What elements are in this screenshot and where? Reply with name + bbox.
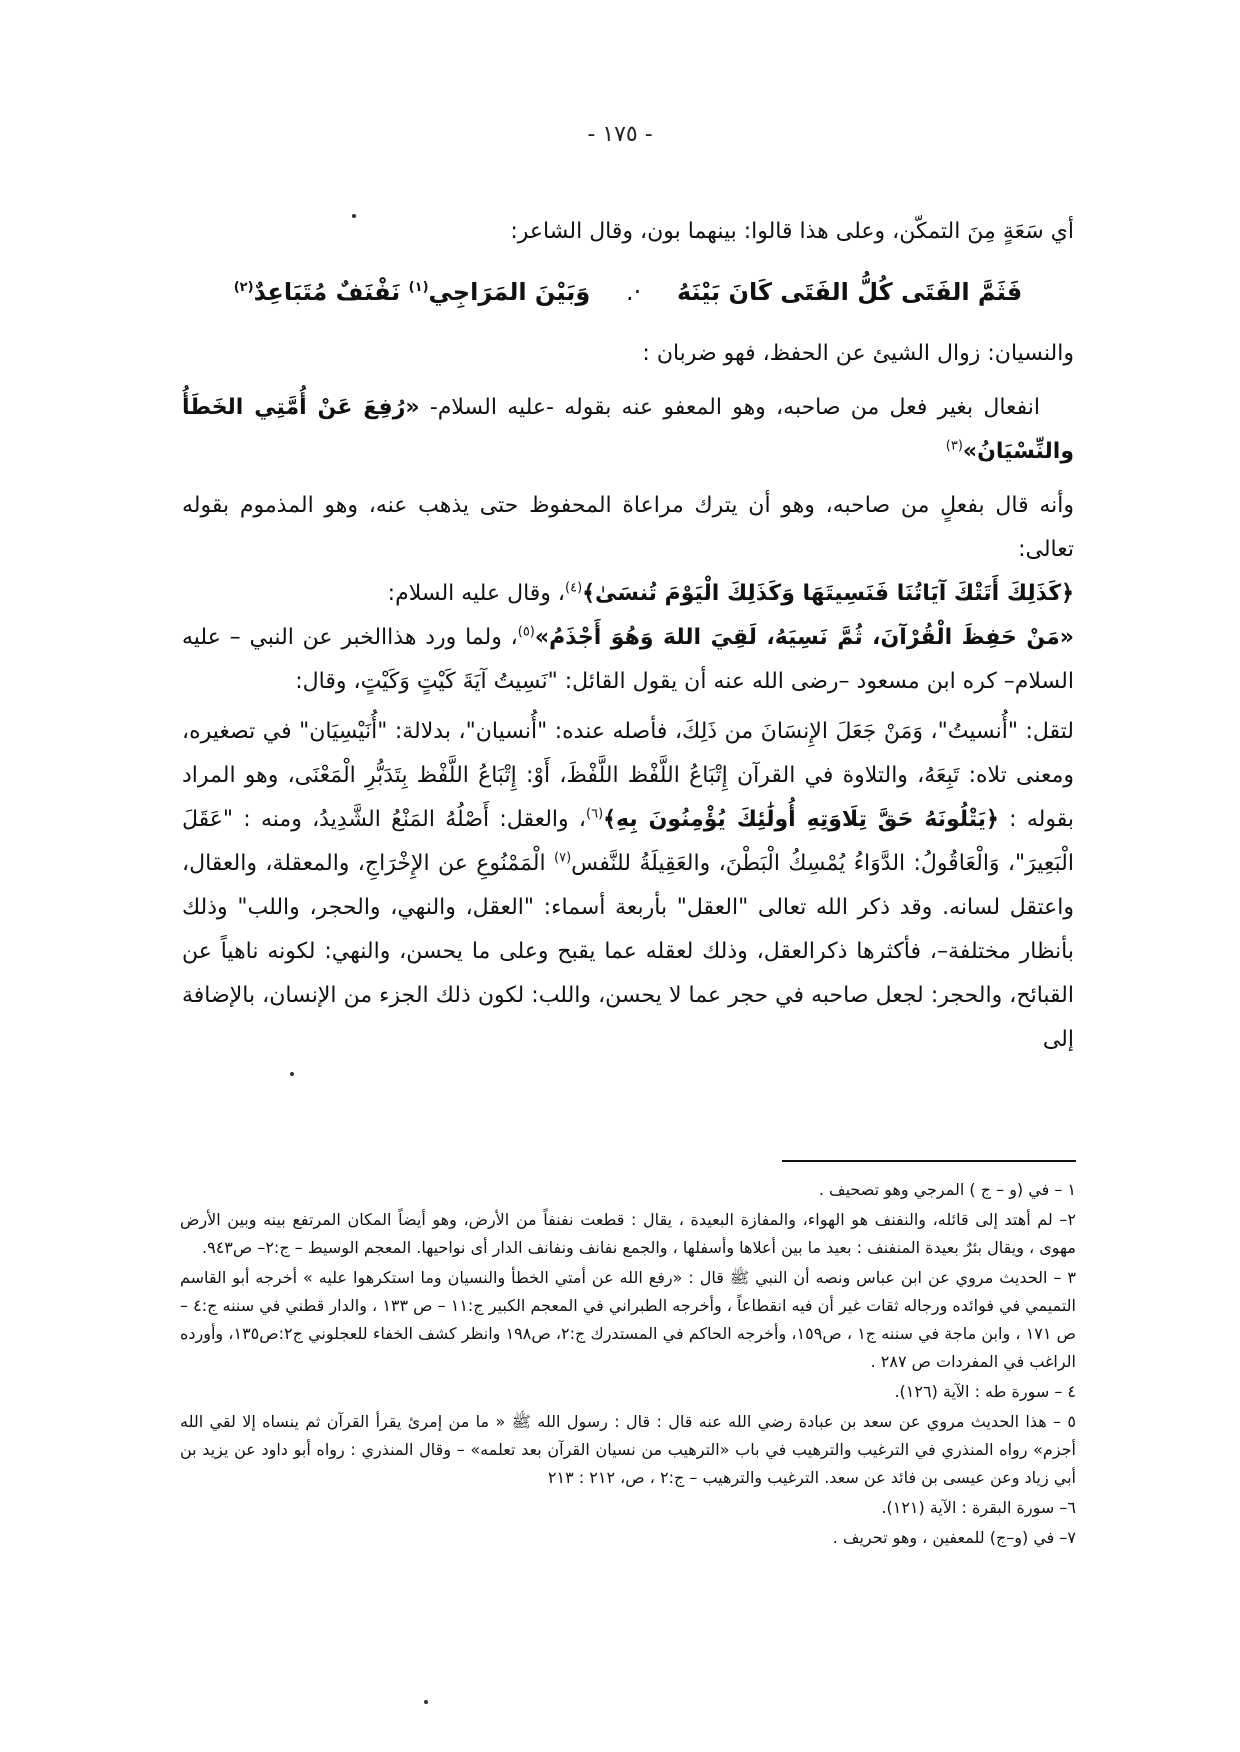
footnote-divider	[782, 1160, 1076, 1162]
footnote-ref: (٧)	[554, 850, 572, 866]
paragraph-text: والنسيان: زوال الشيئ عن الحفظ، فهو ضربان :	[642, 341, 1074, 366]
paragraph	[182, 572, 1074, 616]
main-text	[182, 210, 1074, 1062]
paragraph-text: ، وقال عليه السلام:	[387, 581, 566, 606]
footnote: ٥ – هذا الحديث مروي عن سعد بن عبادة رضي الله عنه قال : قال : رسول الله ﷺ « ما من إمرئ يقرأ القرآن ثم ينساه إلا لقي الله أجزم» رواه المنذري في الترغيب والترهيب في باب «الترهيب من نسيان القرآن بعد تعلمه» – وقال المنذري : رواه أبو داود عن يزيد بن أبي زياد وعن عيسى بن فائد عن سعد. الترغيب والترهيب – ج:٢ ، ص، ٢١٢ : ٢١٣	[180, 1412, 1076, 1487]
footnote-ref: (١)	[408, 280, 429, 295]
scan-speck	[352, 214, 356, 218]
hadith-quote: «رُفِعَ عَنْ أُمَّتِي الخَطَأُ والنِّسْيَانُ»	[182, 395, 1074, 464]
paragraph-text: أي سَعَةٍ مِنَ التمكّن، وعلى هذا قالوا: بينهما بون، وقال الشاعر:	[510, 219, 1074, 244]
footnote-ref: (٢)	[233, 280, 254, 295]
hadith-quote: «مَنْ حَفِظَ الْقُرْآنَ، ثُمَّ نَسِيَهُ، لَقِيَ اللهَ وَهُوَ أَجْذَمُ»	[534, 625, 1074, 650]
scan-speck	[290, 1072, 294, 1076]
footnote: ٤ – سورة طه : الآية (١٢٦).	[894, 1382, 1076, 1401]
verse-first-hemistich: فَثَمَّ الفَتَى كُلُّ الفَتَى كَانَ بَيْنَهُ	[676, 278, 1023, 306]
footnote-ref: (٣)	[945, 438, 963, 454]
paragraph	[182, 616, 1074, 704]
poetry-verse	[182, 270, 1074, 314]
scan-speck	[424, 1700, 428, 1704]
footnote: ٣ – الحديث مروي عن ابن عباس ونصه أن النبي ﷺ قال : «رفع الله عن أمتي الخطأ والنسيان وما استكرهوا عليه » أخرجه أبو القاسم التميمي في فوائده ورجاله ثقات غير أن فيه انقطاعاً ، وأخرجه الطبراني في المعجم الكبير ج:١١ – ص ١٣٣ ، والدار قطني في سننه ج:٤ – ص ١٧١ ، وابن ماجة في سننه ج١ ، ص١٥٩، وأخرجه الحاكم في المستدرك ج:٢، ص١٩٨ وانظر كشف الخفاء للعجلوني ج٢:ص١٣٥، وأورده الراغب في المفردات ص ٢٨٧ .	[180, 1268, 1077, 1371]
footnote-ref: (٦)	[586, 806, 604, 822]
quran-verse: ﴿يَتْلُونَهُ حَقَّ تِلَاوَتِهِ أُولَٰئِكَ يُؤْمِنُونَ بِهِ﴾	[603, 807, 999, 832]
quran-verse: ﴿كَذَلِكَ أَتَتْكَ آيَاتُنَا فَنَسِيتَهَا وَكَذَلِكَ الْيَوْمَ تُنسَىٰ﴾	[582, 581, 1074, 606]
paragraph	[182, 710, 1074, 1062]
paragraph-text: لتقل: "أُنسيتُ"، وَمَنْ جَعَلَ الإِنسَانَ من ذَلِكَ، فأصله عنده: "أُنسيان"، بدلالة: "أُنَيْسِيَان" في تصغيره، ومعنى تلاه: تَبِعَهُ، والتلاوة في القرآن إِتْبَاعُ اللَّفْظ اللَّفْظَ، أَوْ: إِتْبَاعُ اللَّفْظ بِتَدَبُّرِ الْمَعْنَى، وهو المراد بقوله :	[182, 719, 1074, 832]
footnote: ٢– لم أهتد إلى قائله، والنفنف هو الهواء، والمفازة البعيدة ، يقال : قطعت نفنفاً من الأرض، وهو أيضاً المكان المرتفع بينه وبين الأرض مهوى ، ويقال بئرٌ بعيدة المنفنف : بعيد ما بين أعلاها وأسفلها ، والجمع نفانف ونفانف الدار أى نواحيها. المعجم الوسيط – ج:٢– ص٩٤٣.	[180, 1210, 1076, 1257]
paragraph	[182, 332, 1074, 376]
paragraph-text: انفعال بغير فعل من صاحبه، وهو المعفو عنه بقوله -عليه السلام-	[419, 395, 1040, 420]
paragraph	[182, 386, 1074, 474]
paragraph	[182, 484, 1074, 572]
verse-second-hemistich: وَبَيْنَ المَرَاجِي	[428, 278, 591, 306]
verse-separator: ·.	[625, 278, 642, 306]
paragraph	[182, 210, 1074, 254]
footnote-ref: (٥)	[517, 624, 535, 640]
footnote: ١ – في (و – ج ) المرجي وهو تصحيف .	[818, 1180, 1076, 1199]
paragraph-text: ، ولما ورد هذاالخبر عن النبي – عليه السلام– كره ابن مسعود –رضى الله عنه أن يقول القائل: "نَسِيتُ آيَةَ كَيْتٍ وَكَيْتٍ، وقال:	[182, 625, 1074, 694]
paragraph-text: ، والعقل: أَصْلُهُ المَنْعُ الشَّدِيدُ، ومنه : "عَقَلَ الْبَعِيرَ"، وَالْعَاقُولُ: الدَّوَاءُ يُمْسِكُ الْبَطْنَ، والعَقِيلَةُ للنَّفس	[182, 807, 1074, 876]
footnote: ٦– سورة البقرة : الآية (١٢١).	[881, 1498, 1076, 1517]
verse-second-hemistich-end: نَفْنَفٌ مُتَبَاعِدٌ	[253, 278, 401, 306]
page-number: - ١٧٥ -	[587, 122, 653, 147]
footnotes	[180, 1176, 1076, 1554]
paragraph-text: الْمَمْنُوعِ عن الإِخْرَاجِ، والمعقلة، والعقال، واعتقل لسانه. وقد ذكر الله تعالى "العقل" بأربعة أسماء: "العقل، والنهي، والحجر، واللب" وذلك بأنظار مختلفة–، فأكثرها ذكرالعقل، وذلك لعقله عما يقبح وعلى ما يحسن، والنهي: لكونه ناهياً عن القبائح، والحجر: لجعل صاحبه في حجر عما لا يحسن، واللب: لكون ذلك الجزء من الإنسان، بالإضافة إلى	[182, 851, 1074, 1052]
footnote: ٧– في (و–ج) للمعفين ، وهو تحريف .	[832, 1528, 1076, 1547]
paragraph-text: وأنه قال بفعلٍ من صاحبه، وهو أن يترك مراعاة المحفوظ حتى يذهب عنه، وهو المذموم بقوله تعالى:	[182, 493, 1074, 562]
footnote-ref: (٤)	[565, 580, 583, 596]
